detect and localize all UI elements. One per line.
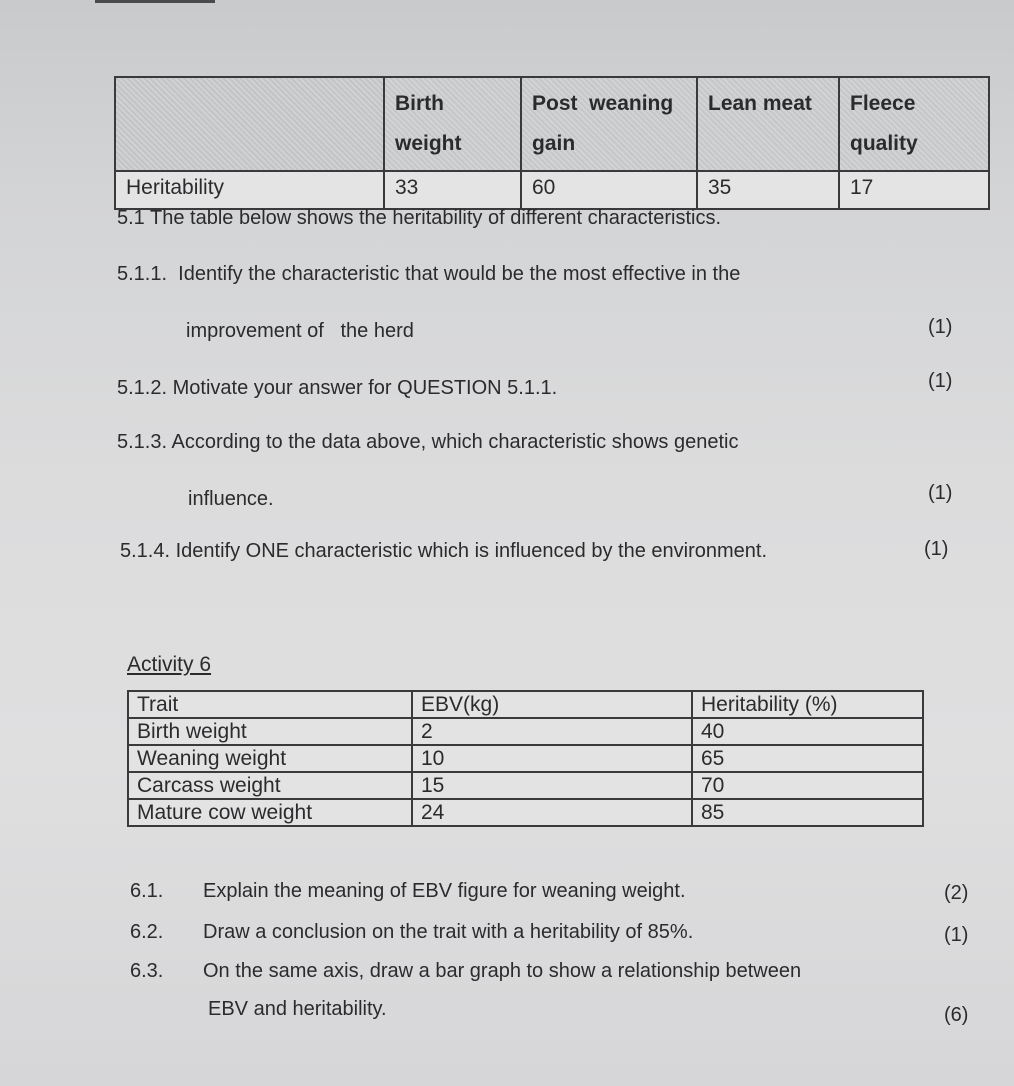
table-cell: Carcass weight	[128, 772, 412, 799]
table-row	[115, 171, 989, 209]
question-continuation: influence.	[188, 488, 274, 510]
table-cell: 70	[692, 772, 923, 799]
question-number: 6.3.	[130, 960, 164, 982]
header-text: weight	[395, 132, 462, 155]
question-text: Identify ONE characteristic which is influenced by the environment.	[175, 540, 767, 562]
question-number: 6.2.	[130, 921, 164, 943]
question-mark: (1)	[944, 924, 969, 946]
question-item	[130, 880, 163, 903]
table-header-cell	[839, 77, 989, 171]
question-item	[117, 431, 738, 454]
question-number: 5.1.2.	[117, 377, 168, 399]
question-intro: 5.1 The table below shows the heritability of different characteristics.	[117, 207, 722, 229]
header-text: Birth	[395, 92, 444, 115]
question-mark: (6)	[944, 1004, 969, 1026]
table-cell: 35	[697, 171, 839, 209]
question-item	[117, 263, 740, 286]
question-number: 5.1.4.	[120, 540, 171, 562]
header-text: Lean meat	[708, 92, 812, 115]
question-text: On the same axis, draw a bar graph to show a relationship between	[203, 960, 802, 982]
question-item	[117, 377, 557, 400]
table-header-cell: Heritability (%)	[692, 691, 923, 718]
table-cell: Birth weight	[128, 718, 412, 745]
page-top-rule	[95, 0, 215, 3]
question-mark: (1)	[928, 482, 953, 504]
question-number: 6.1.	[130, 880, 164, 902]
question-mark: (1)	[928, 370, 953, 392]
table-row	[128, 772, 923, 799]
question-text: Explain the meaning of EBV figure for weaning weight.	[203, 880, 686, 902]
table-cell: 60	[521, 171, 697, 209]
table-cell: 15	[412, 772, 692, 799]
table-header-row	[128, 691, 923, 718]
question-text: Identify the characteristic that would be the most effective in the	[178, 263, 741, 285]
header-text: gain	[532, 132, 576, 155]
table-row	[128, 745, 923, 772]
table-cell: Mature cow weight	[128, 799, 412, 826]
table-cell: 2	[412, 718, 692, 745]
question-item	[130, 960, 163, 983]
table-header-cell	[697, 77, 839, 171]
question-continuation: improvement of the herd	[186, 320, 414, 342]
header-text: Fleece	[850, 92, 916, 115]
question-text: Draw a conclusion on the trait with a heritability of 85%.	[203, 921, 694, 943]
activity-title: Activity 6	[127, 653, 212, 676]
table-cell: 40	[692, 718, 923, 745]
table-cell: 85	[692, 799, 923, 826]
table-cell: 24	[412, 799, 692, 826]
question-item	[130, 921, 163, 944]
table-cell: 33	[384, 171, 521, 209]
question-number: 5.1.1.	[117, 263, 168, 285]
question-text: According to the data above, which characteristic shows genetic	[171, 431, 739, 453]
table-cell: 10	[412, 745, 692, 772]
question-number: 5.1.3.	[117, 431, 168, 453]
question-continuation: EBV and heritability.	[208, 998, 387, 1020]
question-item	[120, 540, 767, 563]
header-text: quality	[850, 132, 918, 155]
table-header-cell: EBV(kg)	[412, 691, 692, 718]
table-cell: 65	[692, 745, 923, 772]
table-cell: 17	[839, 171, 989, 209]
table-header-cell	[115, 77, 384, 171]
question-text: Motivate your answer for QUESTION 5.1.1.	[172, 377, 558, 399]
heritability-table	[114, 76, 990, 210]
table-row	[128, 799, 923, 826]
table-row	[128, 718, 923, 745]
table-cell: Weaning weight	[128, 745, 412, 772]
question-mark: (1)	[924, 538, 949, 560]
trait-table	[127, 690, 924, 827]
question-mark: (1)	[928, 316, 953, 338]
table-header-cell: Trait	[128, 691, 412, 718]
header-text: Post weaning	[532, 92, 674, 115]
question-mark: (2)	[944, 882, 969, 904]
table-header-cell	[384, 77, 521, 171]
table-header-cell	[521, 77, 697, 171]
table-cell: Heritability	[115, 171, 384, 209]
table-header-row	[115, 77, 989, 171]
